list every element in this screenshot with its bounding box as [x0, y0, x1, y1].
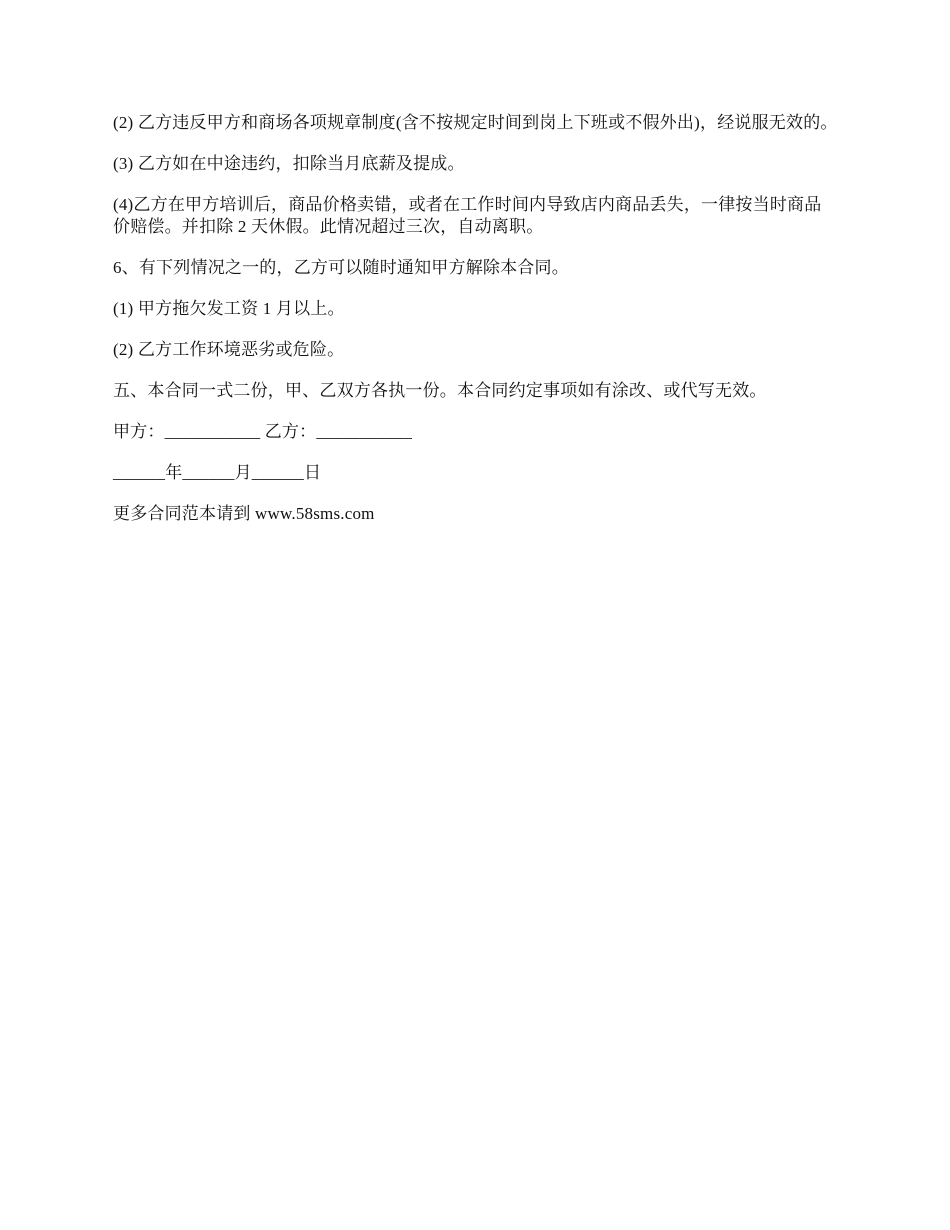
section-6-heading: 6、有下列情况之一的，乙方可以随时通知甲方解除本合同。	[113, 258, 569, 277]
clause-1-wage-arrears: (1) 甲方拖欠发工资 1 月以上。	[113, 299, 345, 318]
clause-2-environment: (2) 乙方工作环境恶劣或危险。	[113, 340, 345, 359]
footer-link-text: 更多合同范本请到 www.58sms.com	[113, 504, 375, 523]
clause-3-breach: (3) 乙方如在中途违约，扣除当月底薪及提成。	[113, 154, 465, 173]
clause-4-compensation: (4)乙方在甲方培训后，商品价格卖错，或者在工作时间内导致店内商品丢失，一律按当时商品价赔偿。并扣除 2 天休假。此情况超过三次，自动离职。	[113, 195, 822, 236]
section-5-copies: 五、本合同一式二份，甲、乙双方各执一份。本合同约定事项如有涂改、或代写无效。	[113, 381, 767, 400]
clause-2-violation: (2) 乙方违反甲方和商场各项规章制度(含不按规定时间到岗上下班或不假外出)，经说服无效的。	[113, 113, 838, 132]
document-body	[113, 112, 838, 544]
signature-line: 甲方：___________ 乙方：___________	[113, 422, 413, 441]
date-line: ______年______月______日	[113, 463, 322, 482]
